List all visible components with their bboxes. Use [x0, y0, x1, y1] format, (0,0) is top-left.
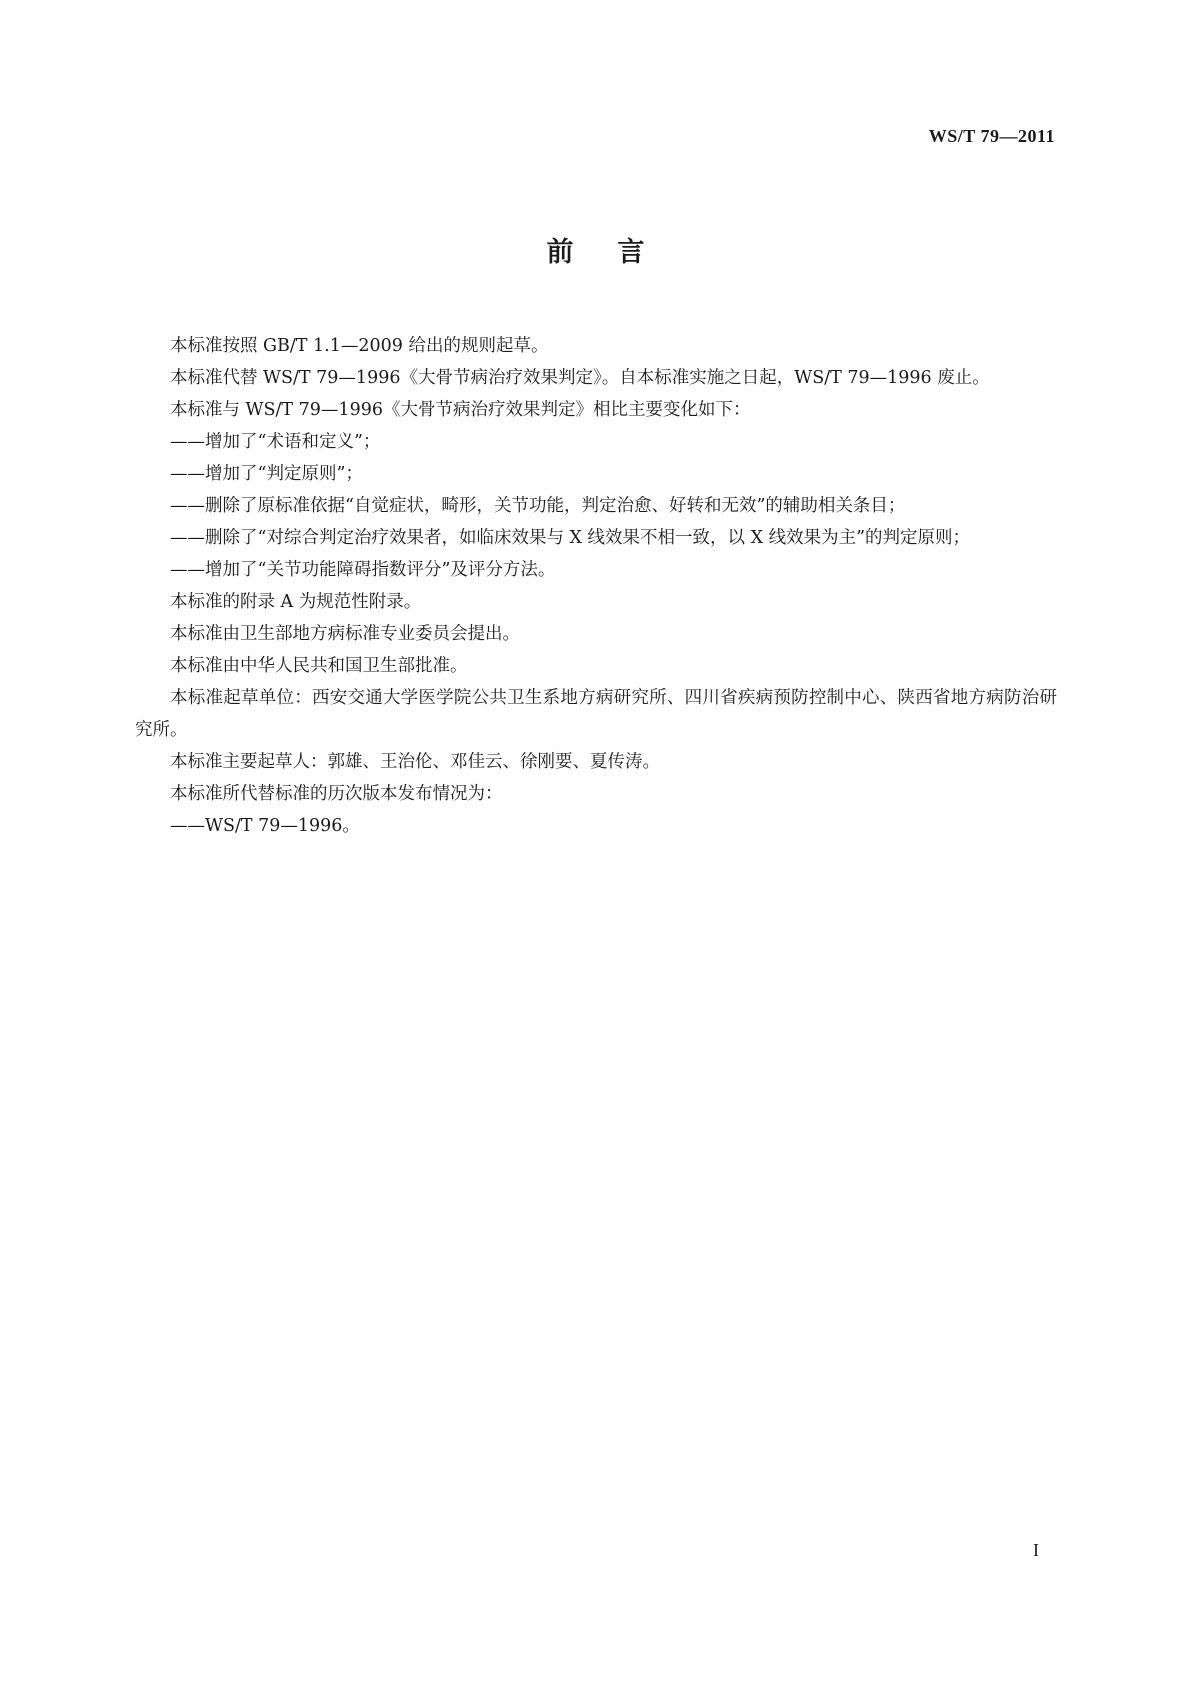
list-item: ——删除了“对综合判定治疗效果者，如临床效果与 X 线效果不相一致，以 X 线效果为主”的判定原则；	[170, 528, 971, 548]
paragraph-drafting-units: 本标准起草单位：西安交通大学医学院公共卫生系地方病研究所、四川省疾病预防控制中心、陕西省地方病防治研究所。	[135, 688, 1057, 740]
standard-code: WS/T 79—2011	[928, 126, 1055, 146]
document-body	[135, 330, 1057, 842]
paragraph-replaces: 本标准代替 WS/T 79—1996《大骨节病治疗效果判定》。自本标准实施之日起，WS/T 79—1996 废止。	[170, 368, 990, 388]
paragraph-changes-intro: 本标准与 WS/T 79—1996《大骨节病治疗效果判定》相比主要变化如下：	[170, 400, 751, 420]
page-number: I	[1033, 1540, 1039, 1560]
paragraph-drafters: 本标准主要起草人：郭雄、王治伦、邓佳云、徐刚要、夏传涛。	[170, 752, 660, 772]
paragraph-annex: 本标准的附录 A 为规范性附录。	[170, 592, 422, 612]
paragraph-version-history: 本标准所代替标准的历次版本发布情况为：	[170, 784, 503, 804]
list-item: ——增加了“关节功能障碍指数评分”及评分方法。	[170, 560, 556, 580]
paragraph-proposer: 本标准由卫生部地方病标准专业委员会提出。	[170, 624, 520, 644]
page-title: 前言	[546, 237, 689, 268]
list-item: ——增加了“判定原则”；	[170, 464, 363, 484]
paragraph-drafting-rules: 本标准按照 GB/T 1.1—2009 给出的规则起草。	[170, 336, 549, 356]
paragraph-approver: 本标准由中华人民共和国卫生部批准。	[170, 656, 468, 676]
list-item: ——WS/T 79—1996。	[170, 816, 360, 836]
list-item: ——增加了“术语和定义”；	[170, 432, 381, 452]
list-item: ——删除了原标准依据“自觉症状，畸形，关节功能，判定治愈、好转和无效”的辅助相关条目；	[170, 496, 906, 516]
